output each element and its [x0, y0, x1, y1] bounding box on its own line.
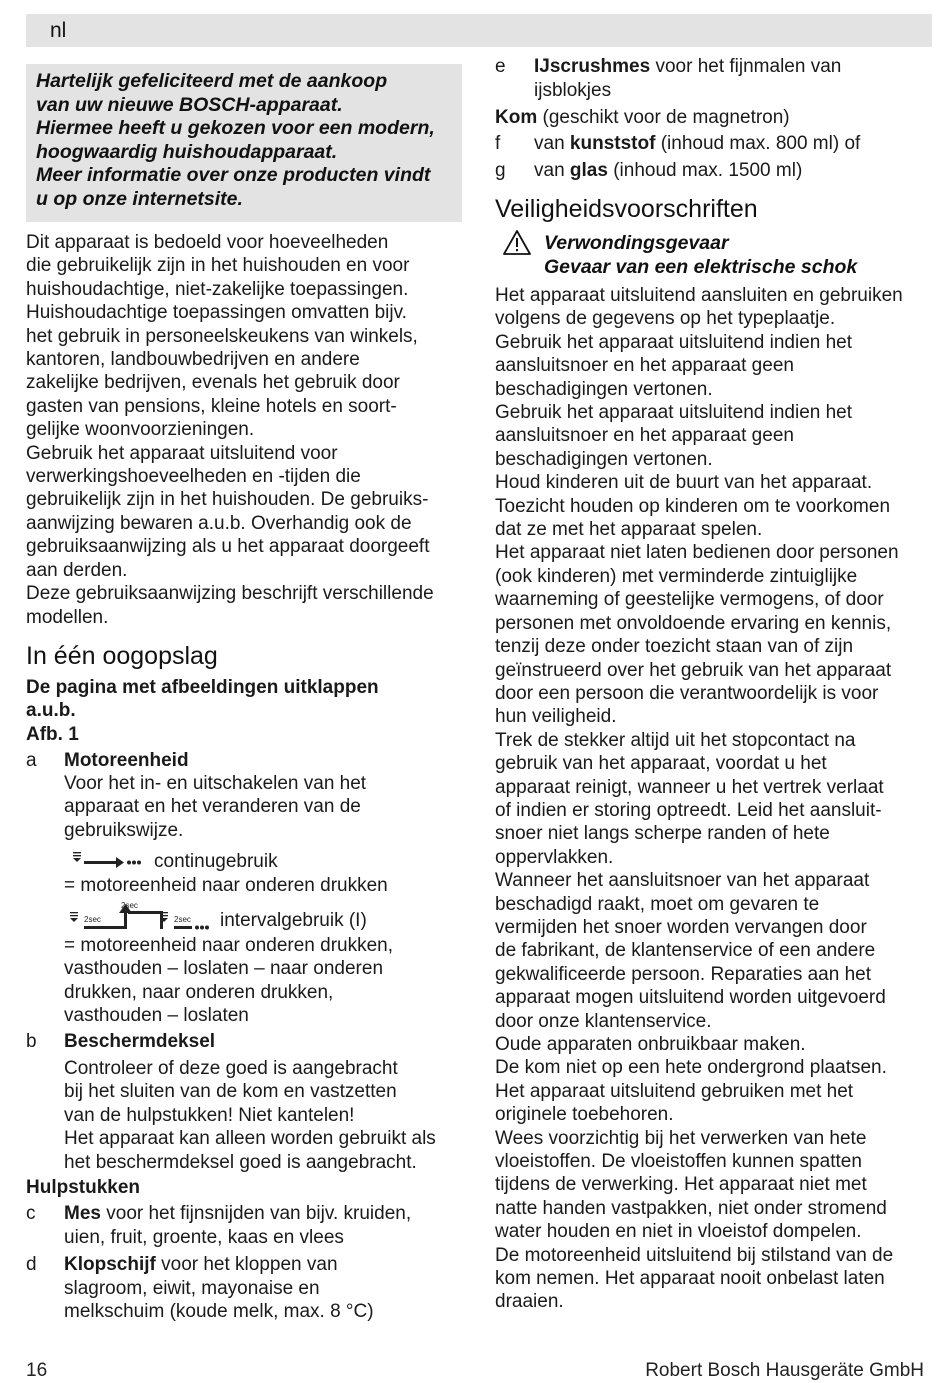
item-rest-klopschijf: voor het kloppen van: [155, 1254, 338, 1275]
section-heading-safety: Veiligheidsvoorschriften: [495, 195, 758, 223]
intro-box: [26, 64, 462, 222]
item-line-kunststof: [534, 132, 934, 155]
svg-text:2sec: 2sec: [174, 915, 191, 924]
intro-text: Hartelijk gefeliciteerd met de aankoop van uw nieuwe BOSCH-apparaat. Hiermee heeft u gekozen voor een modern, hoogwaardig huishoudapparaat. Meer informatie over onze producten vindt u op onze internetsite.: [36, 70, 435, 210]
item-title-motoreenheid: Motoreenheid: [64, 750, 189, 771]
figure-label: Afb. 1: [26, 724, 79, 745]
item-letter-c: c: [26, 1203, 36, 1224]
footer-company: Robert Bosch Hausgeräte GmbH: [645, 1360, 924, 1381]
mode-continuous-label: continugebruik: [154, 851, 278, 872]
item-rest-glas: (inhoud max. 1500 ml): [607, 160, 803, 181]
item-line-ijscrushmes: [534, 55, 934, 78]
item-letter-a: a: [26, 750, 37, 771]
interval-mode-icon: [64, 899, 214, 935]
item-pre-glas: van: [534, 160, 570, 181]
left-body-text: Dit apparaat is bedoeld voor hoeveelheden die gebruikelijk zijn in het huishouden en voor huishoudachtige, niet-zakelijke toepassingen. Huishoudachtige toepassingen omvatten bijv. het gebruik in personeelskeukens van winkels, kantoren, landbouwbedrijven en andere zakelijke bedrijven, evenals het gebruik door gasten van pensions, kleine hotels en soort- gelijke woonvoorzieningen. Gebruik het apparaat uitsluitend voor verwerkingshoeveelheden en -tijden die gebruikelijk zijn in het huishouden. De gebruiks- aanwijzing bewaren a.u.b. Overhandig ook de gebruiksaanwijzing als u het apparaat doorgeeft aan derden. Deze gebruiksaanwijzing beschrijft verschillende modellen.: [26, 232, 434, 628]
bowl-line: [495, 106, 935, 129]
mode-interval-label: intervalgebruik (I): [220, 910, 367, 931]
language-bar: [26, 14, 932, 47]
mode-continuous-desc: = motoreenheid naar onderen drukken: [64, 875, 388, 896]
item-desc-motoreenheid: Voor het in- en uitschakelen van het apparaat en het veranderen van de gebruikswijze.: [64, 773, 367, 841]
safety-body-text: Het apparaat uitsluitend aansluiten en gebruiken volgens de gegevens op het typeplaatje. Gebruik het apparaat uitsluitend indien het aansluitsnoer en het apparaat geen beschadigingen vertonen. Gebruik het apparaat uitsluitend indien het aansluitsnoer en het apparaat geen beschadigingen vertonen. Houd kinderen uit de buurt van het apparaat. Toezicht houden op kinderen om te voorkomen dat ze met het apparaat spelen. Het apparaat niet laten bedienen door personen (ook kinderen) met verminderde zintuiglijke waarneming of geestelijke vermogens, of door personen met onvoldoende ervaring en kennis, tenzij deze onder toezicht staan van of zijn geïnstrueerd over het gebruik van het apparaat door een persoon die verantwoordelijk is voor hun veiligheid. Trek de stekker altijd uit het stopcontact na gebruik van het apparaat, voordat u het apparaat reinigt, wanneer u het vertrek verlaat of indien er storing optreedt. Leid het aansluit- snoer niet langs scherpe randen of hete oppervlakken. Wanneer het aansluitsnoer van het apparaat beschadigd raakt, moet om gevaren te vermijden het snoer worden vervangen door de fabrikant, de klantenservice of een andere gekwalificeerde persoon. Reparaties aan het apparaat mogen uitsluitend worden uitgevoerd door onze klantenservice. Oude apparaten onbruikbaar maken. De kom niet op een hete ondergrond plaatsen. Het apparaat uitsluitend gebruiken met het originele toebehoren. Wees voorzichtig bij het verwerken van hete vloeistoffen. De vloeistoffen kunnen spatten tijdens de verwerking. Het apparaat niet met natte handen vastpakken, niet onder stromend water houden en niet in vloeistof dompelen. De motoreenheid uitsluitend bij stilstand van de kom nemen. Het apparaat nooit onbelast laten draaien.: [495, 285, 903, 1313]
item-rest-kunststof: (inhoud max. 800 ml) of: [655, 133, 861, 154]
item-letter-d: d: [26, 1254, 37, 1275]
item-title-kunststof: kunststof: [569, 133, 656, 154]
item-line-klopschijf: [64, 1253, 466, 1276]
item-line-glas: [534, 159, 934, 182]
item-desc-mes: uien, fruit, groente, kaas en vlees: [64, 1227, 344, 1248]
item-desc-beschermdeksel: Controleer of deze goed is aangebracht bij het sluiten van de kom en vastzetten van de hulpstukken! Niet kantelen! Het apparaat kan alleen worden gebruikt als het beschermdeksel goed is aangebracht.: [64, 1058, 436, 1173]
item-letter-g: g: [495, 160, 506, 181]
item-line-mes: [64, 1202, 466, 1225]
item-letter-f: f: [495, 133, 501, 154]
continuous-mode-icon: [68, 851, 142, 871]
warning-triangle-icon: [502, 229, 532, 256]
item-title-glas: glas: [569, 160, 608, 181]
item-title-klopschijf: Klopschijf: [64, 1254, 156, 1275]
item-title-mes: Mes: [64, 1203, 101, 1224]
item-rest-ijscrushmes: voor het fijnmalen van: [650, 56, 842, 77]
language-code: nl: [50, 19, 67, 42]
bowl-rest: (geschikt voor de magnetron): [537, 107, 790, 128]
item-pre-kunststof: van: [534, 133, 570, 154]
svg-text:2sec: 2sec: [121, 901, 138, 910]
item-title-ijscrushmes: IJscrushmes: [534, 56, 651, 77]
item-desc-klopschijf: slagroom, eiwit, mayonaise en melkschuim (koude melk, max. 8 °C): [64, 1278, 374, 1323]
warning-injury: Verwondingsgevaar: [544, 232, 729, 254]
item-rest-mes: voor het fijnsnijden van bijv. kruiden,: [100, 1203, 412, 1224]
item-title-beschermdeksel: Beschermdeksel: [64, 1031, 216, 1052]
section-heading-overview: In één oogopslag: [26, 642, 218, 670]
item-desc-ijscrushmes: ijsblokjes: [534, 80, 612, 101]
warning-electric-shock: Gevaar van een elektrische schok: [544, 256, 858, 278]
fold-out-instruction: De pagina met afbeeldingen uitklappen a.u.b.: [26, 677, 379, 722]
svg-text:2sec: 2sec: [84, 915, 101, 924]
item-letter-b: b: [26, 1031, 37, 1052]
bowl-title: Kom: [495, 107, 538, 128]
accessories-heading: Hulpstukken: [26, 1177, 141, 1198]
mode-interval-desc: = motoreenheid naar onderen drukken, vasthouden – loslaten – naar onderen drukken, naar onderen drukken, vasthouden – loslaten: [64, 935, 394, 1027]
item-letter-e: e: [495, 56, 506, 77]
page-number: 16: [26, 1360, 48, 1381]
